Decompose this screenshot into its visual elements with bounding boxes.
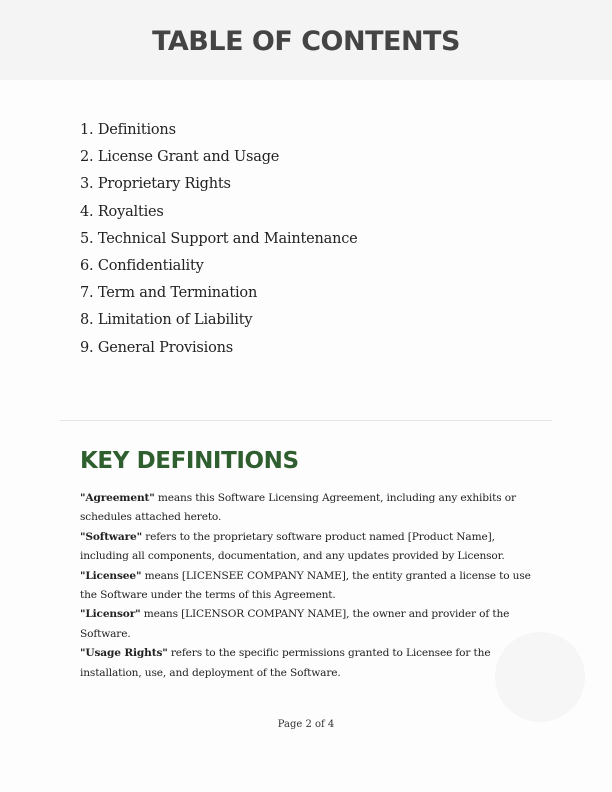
definition-paragraph <box>80 528 535 567</box>
definition-term: "Usage Rights" <box>80 647 168 660</box>
definition-term: "Licensee" <box>80 569 142 582</box>
definition-paragraph <box>80 605 535 644</box>
toc-item[interactable]: 3. Proprietary Rights <box>80 176 231 193</box>
toc-item[interactable]: 4. Royalties <box>80 203 164 220</box>
page-header <box>0 0 612 80</box>
watermark-circle <box>495 632 585 722</box>
definition-term: "Software" <box>80 530 143 543</box>
definitions-body <box>80 489 535 683</box>
definition-text: means this Software Licensing Agreement, including any exhibits or schedules attached hereto. <box>80 492 516 524</box>
definition-text: refers to the proprietary software product named [Product Name], including all components, documentation, and any updates provided by Licensor. <box>80 530 505 563</box>
definition-paragraph <box>80 567 535 606</box>
page-number: Page 2 of 4 <box>277 719 335 730</box>
definition-text: means [LICENSEE COMPANY NAME], the entity granted a license to use the Software under the terms of this Agreement. <box>80 569 531 602</box>
toc-item[interactable]: 5. Technical Support and Maintenance <box>80 230 358 247</box>
page-title: TABLE OF CONTENTS <box>152 25 460 57</box>
section-heading: KEY DEFINITIONS <box>80 448 299 474</box>
toc-item[interactable]: 6. Confidentiality <box>80 258 204 275</box>
table-of-contents-list <box>80 117 358 362</box>
definition-term: "Licensor" <box>80 608 141 621</box>
definition-paragraph <box>80 644 535 683</box>
section-divider <box>60 420 552 421</box>
definition-text: refers to the specific permissions granted to Licensee for the installation, use, and deployment of the Software. <box>80 647 491 679</box>
toc-item[interactable]: 7. Term and Termination <box>80 285 258 302</box>
definition-paragraph <box>80 489 535 528</box>
toc-item[interactable]: 9. General Provisions <box>80 339 233 356</box>
toc-item[interactable]: 2. License Grant and Usage <box>80 149 280 166</box>
definition-text: means [LICENSOR COMPANY NAME], the owner and provider of the Software. <box>80 608 510 640</box>
toc-item[interactable]: 1. Definitions <box>80 122 176 138</box>
toc-item[interactable]: 8. Limitation of Liability <box>80 312 253 329</box>
definition-term: "Agreement" <box>80 492 155 504</box>
